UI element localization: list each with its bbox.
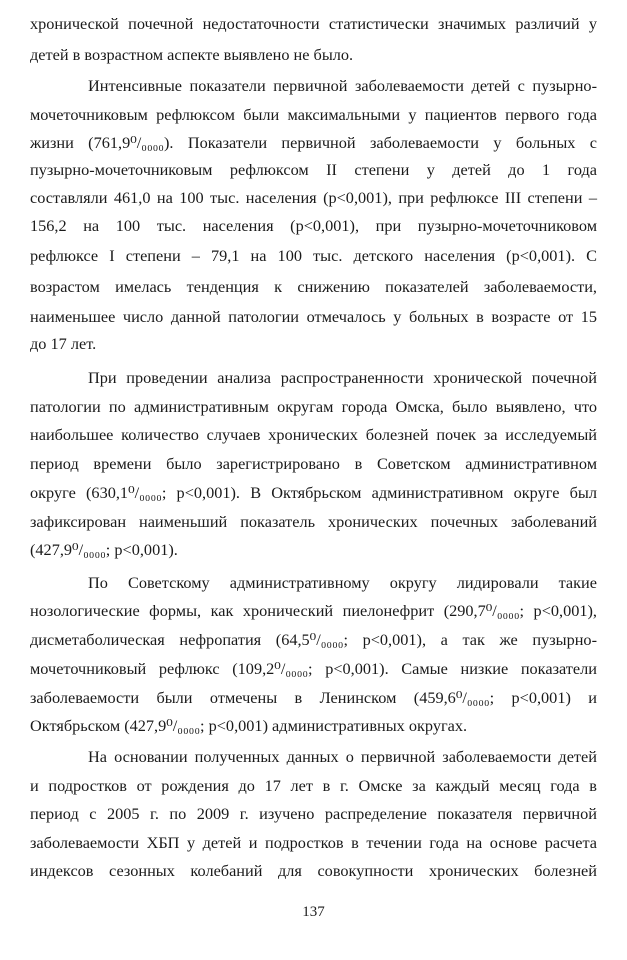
text-line: Октябрьском (427,9⁰/₀₀₀₀; р<0,001) административных округах. xyxy=(30,716,468,735)
text-line: хронической почечной недостаточности статистически значимых различий у xyxy=(30,14,597,33)
text-line: мочеточниковым рефлюксом были максимальными у пациентов первого года xyxy=(30,105,597,124)
text-line: 156,2 на 100 тыс. населения (р<0,001), при пузырно-мочеточниковом xyxy=(30,216,597,235)
text-line: нозологические формы, как хронический пиелонефрит (290,7⁰/₀₀₀₀; р<0,001), xyxy=(30,601,597,620)
text-line: заболеваемости ХБП у детей и подростков в течении года на основе расчета xyxy=(30,833,597,852)
text-line: индексов сезонных колебаний для совокупности хронических болезней xyxy=(30,861,597,880)
text-line: При проведении анализа распространенности хронической почечной xyxy=(88,368,597,387)
page-number: 137 xyxy=(302,904,325,920)
text-line: По Советскому административному округу лидировали такие xyxy=(88,573,597,592)
text-line: (427,9⁰/₀₀₀₀; р<0,001). xyxy=(30,540,178,559)
text-line: На основании полученных данных о первичной заболеваемости детей xyxy=(88,747,597,766)
text-line: наименьшее число данной патологии отмечалось у больных в возрасте от 15 xyxy=(30,307,597,326)
text-line: жизни (761,9⁰/₀₀₀₀). Показатели первичной заболеваемости у больных с xyxy=(30,133,597,152)
text-line: и подростков от рождения до 17 лет в г. Омске за каждый месяц года в xyxy=(30,776,597,795)
text-line: возрастом имелась тенденция к снижению показателей заболеваемости, xyxy=(30,277,597,296)
text-line: наибольшее количество случаев хронических болезней почек за исследуемый xyxy=(30,425,597,444)
text-line: мочеточниковый рефлюкс (109,2⁰/₀₀₀₀; р<0,001). Самые низкие показатели xyxy=(30,659,597,678)
text-line: Интенсивные показатели первичной заболеваемости детей с пузырно- xyxy=(88,76,597,95)
text-line: заболеваемости были отмечены в Ленинском (459,6⁰/₀₀₀₀; р<0,001) и xyxy=(30,688,597,707)
text-line: рефлюксе I степени – 79,1 на 100 тыс. детского населения (р<0,001). С xyxy=(30,246,597,265)
text-line: округе (630,1⁰/₀₀₀₀; р<0,001). В Октябрьском административном округе был xyxy=(30,483,597,502)
text-line: патологии по административным округам города Омска, было выявлено, что xyxy=(30,397,597,416)
text-line: составляли 461,0 на 100 тыс. населения (р<0,001), при рефлюксе III степени – xyxy=(30,188,597,207)
text-line: детей в возрастном аспекте выявлено не было. xyxy=(30,45,354,64)
text-line: период с 2005 г. по 2009 г. изучено распределение показателя первичной xyxy=(30,804,597,823)
text-line: до 17 лет. xyxy=(30,334,97,353)
text-line: период времени было зарегистрировано в Советском административном xyxy=(30,454,597,473)
text-line: дисметаболическая нефропатия (64,5⁰/₀₀₀₀; р<0,001), а так же пузырно- xyxy=(30,630,597,649)
text-line: пузырно-мочеточниковым рефлюксом II степени у детей до 1 года xyxy=(30,160,597,179)
text-line: зафиксирован наименьший показатель хронических почечных заболеваний xyxy=(30,512,597,531)
